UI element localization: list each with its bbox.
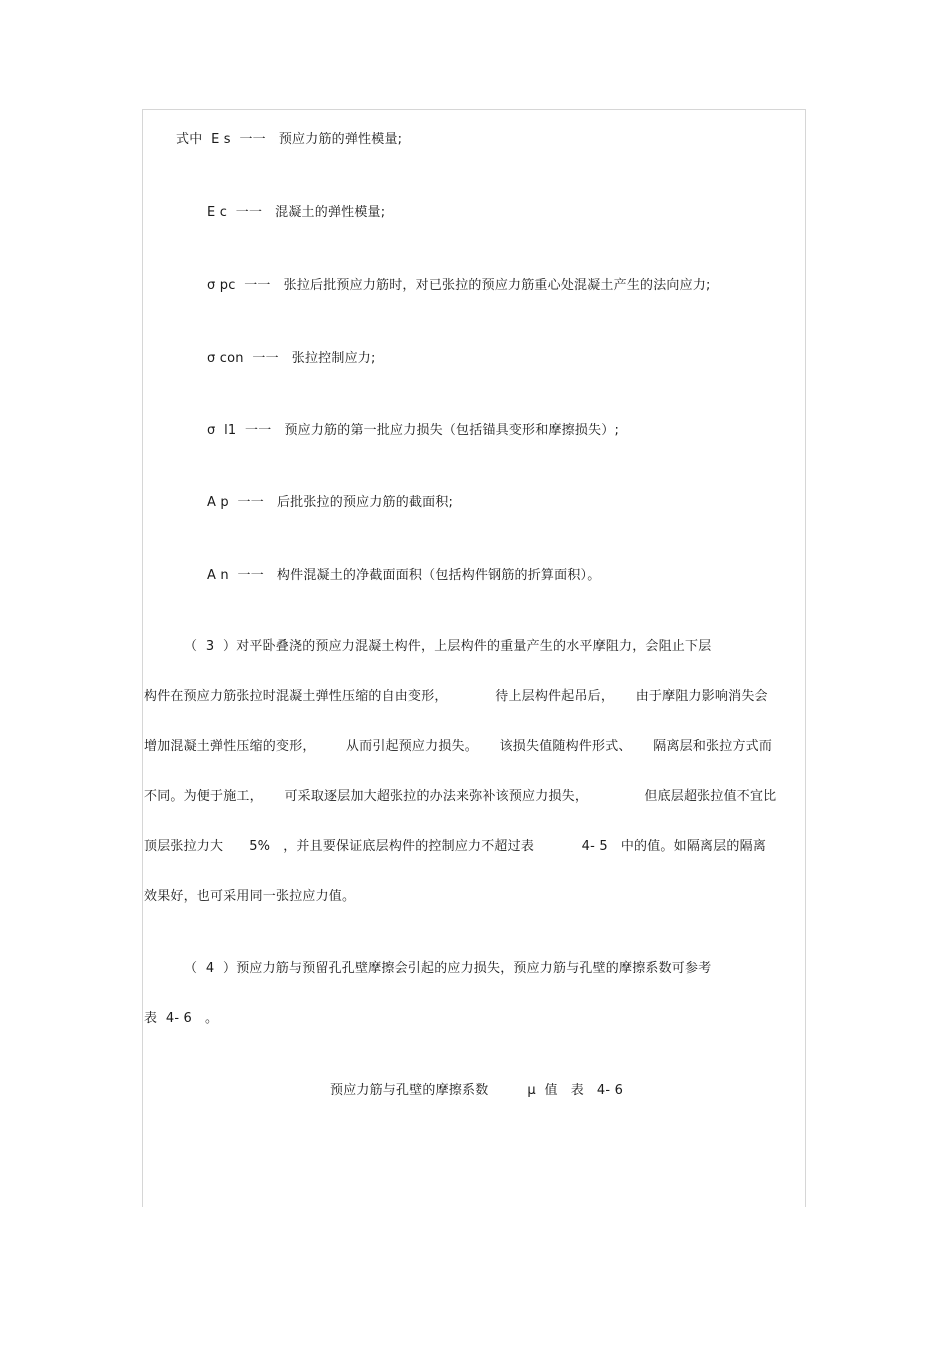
paragraph-4-line: 表 4- 6 。 [144,1011,219,1026]
definition-ap: A p 一一 后批张拉的预应力筋的截面积; [207,495,454,510]
table-caption: 预应力筋与孔壁的摩擦系数 μ 值 表 4- 6 [330,1083,624,1098]
definition-es: 式中 E s 一一 预应力筋的弹性模量; [176,132,403,147]
page-frame [142,109,806,1207]
definition-sigma-l1: σ l1 一一 预应力筋的第一批应力损失（包括锚具变形和摩擦损失）; [207,423,620,438]
paragraph-3-line: 顶层张拉力大 5% ，并且要保证底层构件的控制应力不超过表 4- 5 中的值。如隔离层的隔离 [144,839,767,854]
paragraph-4-line: （ 4 ）预应力筋与预留孔孔壁摩擦会引起的应力损失，预应力筋与孔壁的摩擦系数可参考 [184,961,712,976]
definition-sigma-pc: σ pc 一一 张拉后批预应力筋时，对已张拉的预应力筋重心处混凝土产生的法向应力; [207,278,711,293]
paragraph-3-line: 构件在预应力筋张拉时混凝土弹性压缩的自由变形， 待上层构件起吊后， 由于摩阻力影响消失会 [144,689,768,704]
paragraph-3-line: （ 3 ）对平卧叠浇的预应力混凝土构件，上层构件的重量产生的水平摩阻力，会阻止下层 [184,639,712,654]
paragraph-3-line: 增加混凝土弹性压缩的变形， 从而引起预应力损失。 该损失值随构件形式、 隔离层和张拉方式而 [144,739,773,754]
definition-sigma-con: σ con 一一 张拉控制应力; [207,351,376,366]
paragraph-3-line: 不同。为便于施工， 可采取逐层加大超张拉的办法来弥补该预应力损失， 但底层超张拉值不宜比 [144,789,777,804]
paragraph-3-line: 效果好，也可采用同一张拉应力值。 [144,889,356,904]
definition-an: A n 一一 构件混凝土的净截面面积（包括构件钢筋的折算面积）。 [207,568,601,583]
definition-ec: E c 一一 混凝土的弹性模量; [207,205,386,220]
